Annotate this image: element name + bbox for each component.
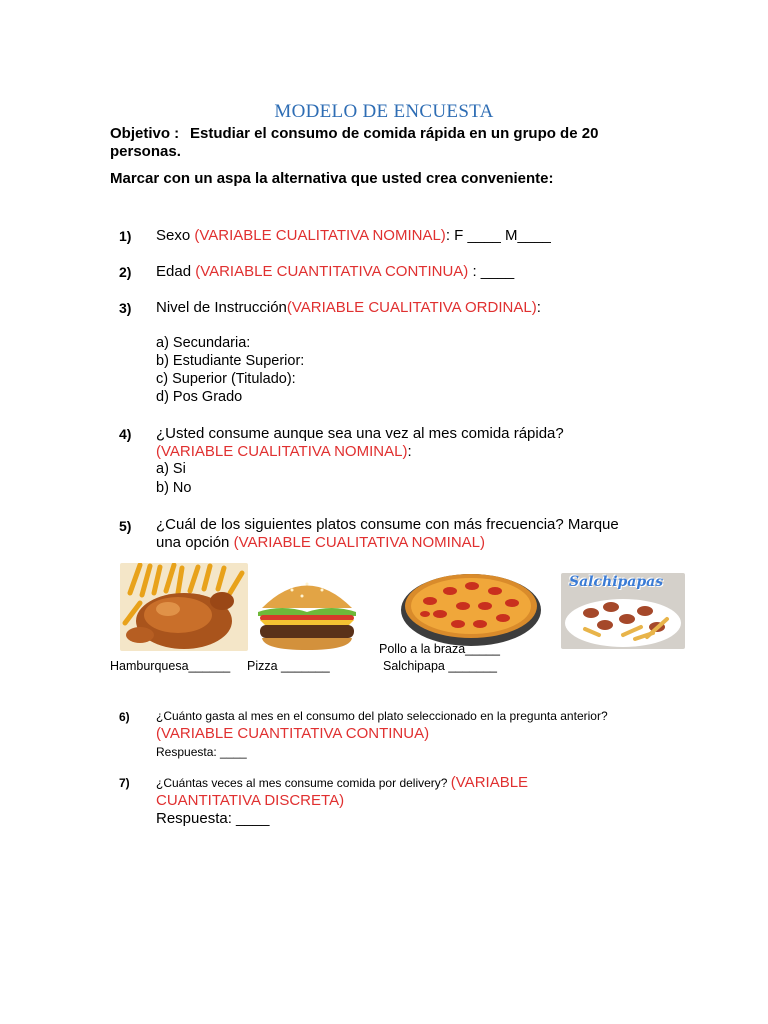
objetivo-text: Estudiar el consumo de comida rápida en un grupo de 20 xyxy=(190,125,599,142)
question-7-text xyxy=(156,774,528,792)
caption-pizza: Pizza _______ xyxy=(247,659,330,673)
page-title: MODELO DE ENCUESTA xyxy=(274,101,494,122)
objetivo-label: Objetivo : xyxy=(110,125,180,142)
variable-tag: (VARIABLE CUANTITATIVA CONTINUA) xyxy=(195,263,469,280)
roast-chicken-image xyxy=(120,563,248,651)
question-text: ¿Cuántas veces al mes consume comida por delivery? xyxy=(156,776,451,790)
variable-tag: (VARIABLE xyxy=(450,774,529,791)
question-6-text: ¿Cuánto gasta al mes en el consumo del plato seleccionado en la pregunta anterior? xyxy=(156,709,608,723)
question-3 xyxy=(156,299,541,316)
objetivo-text-cont: personas. xyxy=(110,143,181,160)
question-5-text: ¿Cuál de los siguientes platos consume con más frecuencia? Marque xyxy=(156,516,619,533)
question-text: una opción xyxy=(156,534,234,551)
variable-tag: (VARIABLE CUALITATIVA NOMINAL) xyxy=(156,443,408,460)
answer-field: Respuesta: ____ xyxy=(156,745,247,759)
question-1 xyxy=(156,227,551,244)
caption-pollo: Pollo a la braza_____ xyxy=(379,642,500,656)
hamburger-image xyxy=(252,568,362,656)
question-2 xyxy=(156,263,514,280)
variable-tag: (VARIABLE CUANTITATIVA CONTINUA) xyxy=(156,725,430,742)
salchipapas-logo: Salchipapas xyxy=(569,574,664,590)
question-number: 3) xyxy=(119,300,132,316)
question-5-text-cont xyxy=(156,534,485,551)
answer-field: Respuesta: ____ xyxy=(156,810,270,827)
caption-hamburguesa: Hamburquesa______ xyxy=(110,659,231,673)
instructions: Marcar con un aspa la alternativa que usted crea conveniente: xyxy=(110,170,554,187)
question-number: 5) xyxy=(119,518,132,534)
option-estudiante-superior: b) Estudiante Superior: xyxy=(156,353,305,369)
question-number: 7) xyxy=(119,776,130,790)
question-colon: : xyxy=(407,443,412,460)
option-superior-titulado: c) Superior (Titulado): xyxy=(156,371,296,387)
option-pos-grado: d) Pos Grado xyxy=(156,389,243,405)
option-no: b) No xyxy=(156,480,192,496)
question-4-tag xyxy=(156,443,412,460)
question-colon: : xyxy=(536,299,541,316)
question-text: Sexo xyxy=(156,227,195,244)
option-si: a) Si xyxy=(156,461,186,477)
question-number: 4) xyxy=(119,426,132,442)
answer-blanks: : ____ xyxy=(468,263,515,280)
question-text: Edad xyxy=(156,263,196,280)
question-number: 6) xyxy=(119,710,130,724)
question-number: 1) xyxy=(119,228,132,244)
option-secundaria: a) Secundaria: xyxy=(156,335,251,351)
caption-salchipapa: Salchipapa _______ xyxy=(383,659,497,673)
question-text: Nivel de Instrucción xyxy=(156,299,287,316)
salchipapa-image xyxy=(561,573,685,649)
variable-tag: (VARIABLE CUALITATIVA ORDINAL) xyxy=(286,299,537,316)
question-4-text: ¿Usted consume aunque sea una vez al mes comida rápida? xyxy=(156,425,564,442)
variable-tag-cont: CUANTITATIVA DISCRETA) xyxy=(156,792,345,809)
variable-tag: (VARIABLE CUALITATIVA NOMINAL) xyxy=(194,227,446,244)
pizza-image xyxy=(400,566,542,648)
answer-blanks: : F ____ M____ xyxy=(445,227,551,244)
variable-tag: (VARIABLE CUALITATIVA NOMINAL) xyxy=(233,534,486,551)
question-number: 2) xyxy=(119,264,132,280)
